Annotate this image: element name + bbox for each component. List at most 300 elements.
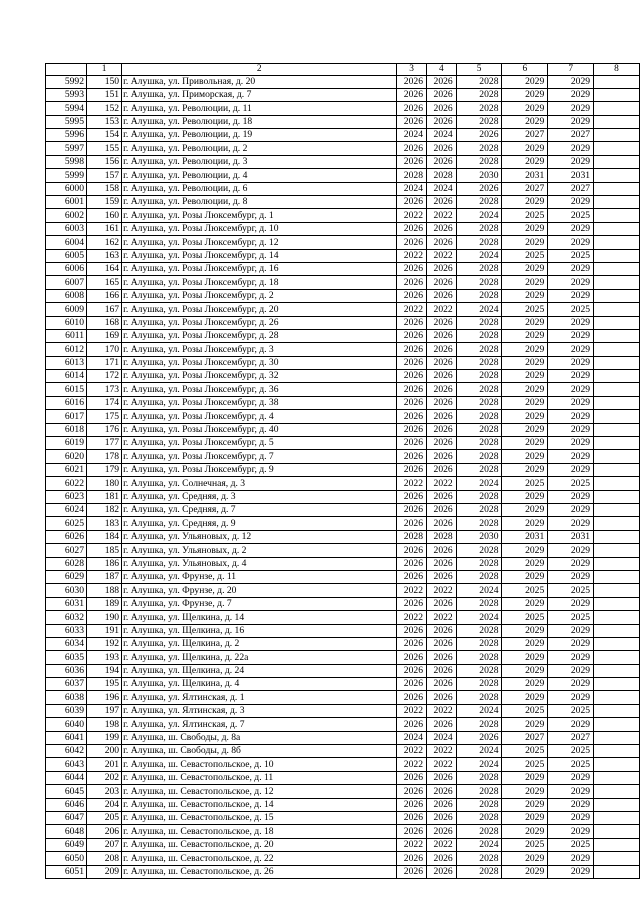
row-index-cell: 5994	[46, 102, 87, 115]
year-col7-cell: 2025	[548, 838, 594, 851]
col8-cell	[594, 477, 640, 490]
year-col5-cell: 2026	[456, 129, 502, 142]
col8-cell	[594, 584, 640, 597]
year-col6-cell: 2029	[502, 504, 548, 517]
seq-number-cell: 168	[87, 316, 122, 329]
year-col3-cell: 2026	[397, 102, 427, 115]
year-col5-cell: 2024	[456, 704, 502, 717]
year-col3-cell: 2026	[397, 410, 427, 423]
year-col5-cell: 2028	[456, 865, 502, 878]
year-col5-cell: 2028	[456, 196, 502, 209]
table-row	[46, 544, 640, 557]
col8-cell	[594, 262, 640, 275]
table-row	[46, 651, 640, 664]
year-col5-cell: 2026	[456, 731, 502, 744]
address-cell: г. Алушка, ул. Ульяновых, д. 4	[122, 557, 397, 570]
row-index-cell: 6048	[46, 825, 87, 838]
address-cell: г. Алушка, ул. Розы Люксембург, д. 28	[122, 329, 397, 342]
year-col4-cell: 2026	[426, 798, 456, 811]
year-col7-cell: 2029	[548, 637, 594, 650]
col8-cell	[594, 115, 640, 128]
year-col5-cell: 2028	[456, 718, 502, 731]
row-index-cell: 6031	[46, 597, 87, 610]
seq-number-cell: 155	[87, 142, 122, 155]
year-col7-cell: 2029	[548, 865, 594, 878]
year-col5-cell: 2028	[456, 490, 502, 503]
year-col7-cell: 2029	[548, 383, 594, 396]
year-col3-cell: 2026	[397, 852, 427, 865]
col8-cell	[594, 209, 640, 222]
year-col7-cell: 2025	[548, 745, 594, 758]
year-col3-cell: 2026	[397, 115, 427, 128]
year-col3-cell: 2026	[397, 262, 427, 275]
address-cell: г. Алушка, ул. Щелкина, д. 2	[122, 637, 397, 650]
year-col6-cell: 2025	[502, 611, 548, 624]
seq-number-cell: 174	[87, 396, 122, 409]
row-index-cell: 6051	[46, 865, 87, 878]
table-row	[46, 303, 640, 316]
row-index-cell: 6040	[46, 718, 87, 731]
year-col3-cell: 2026	[397, 329, 427, 342]
table-row	[46, 75, 640, 88]
header-cell-4: 4	[426, 64, 456, 76]
year-col4-cell: 2026	[426, 825, 456, 838]
year-col7-cell: 2029	[548, 236, 594, 249]
table-row	[46, 410, 640, 423]
year-col3-cell: 2026	[397, 825, 427, 838]
year-col3-cell: 2022	[397, 838, 427, 851]
row-index-cell: 5998	[46, 155, 87, 168]
year-col5-cell: 2026	[456, 182, 502, 195]
table-row	[46, 624, 640, 637]
year-col6-cell: 2027	[502, 731, 548, 744]
year-col3-cell: 2024	[397, 731, 427, 744]
address-cell: г. Алушка, ул. Щелкина, д. 14	[122, 611, 397, 624]
table-row	[46, 731, 640, 744]
seq-number-cell: 200	[87, 745, 122, 758]
seq-number-cell: 194	[87, 664, 122, 677]
year-col7-cell: 2029	[548, 852, 594, 865]
year-col5-cell: 2024	[456, 209, 502, 222]
row-index-cell: 6004	[46, 236, 87, 249]
year-col4-cell: 2026	[426, 196, 456, 209]
year-col4-cell: 2022	[426, 477, 456, 490]
seq-number-cell: 152	[87, 102, 122, 115]
year-col3-cell: 2022	[397, 249, 427, 262]
year-col5-cell: 2028	[456, 88, 502, 101]
seq-number-cell: 162	[87, 236, 122, 249]
address-cell: г. Алушка, ул. Щелкина, д. 22а	[122, 651, 397, 664]
seq-number-cell: 169	[87, 329, 122, 342]
year-col5-cell: 2024	[456, 745, 502, 758]
address-cell: г. Алушка, ул. Фрунзе, д. 11	[122, 570, 397, 583]
year-col3-cell: 2022	[397, 209, 427, 222]
year-col6-cell: 2029	[502, 289, 548, 302]
address-cell: г. Алушка, ш. Свободы, д. 8б	[122, 745, 397, 758]
row-index-cell: 6024	[46, 504, 87, 517]
year-col6-cell: 2029	[502, 490, 548, 503]
col8-cell	[594, 678, 640, 691]
address-cell: г. Алушка, ш. Севастопольское, д. 22	[122, 852, 397, 865]
table-row	[46, 129, 640, 142]
year-col4-cell: 2026	[426, 102, 456, 115]
year-col6-cell: 2029	[502, 370, 548, 383]
row-index-cell: 6042	[46, 745, 87, 758]
year-col3-cell: 2026	[397, 423, 427, 436]
col8-cell	[594, 785, 640, 798]
header-cell-7: 7	[548, 64, 594, 76]
seq-number-cell: 154	[87, 129, 122, 142]
year-col6-cell: 2029	[502, 142, 548, 155]
year-col7-cell: 2025	[548, 704, 594, 717]
year-col7-cell: 2025	[548, 611, 594, 624]
table-row	[46, 611, 640, 624]
year-col6-cell: 2031	[502, 169, 548, 182]
seq-number-cell: 173	[87, 383, 122, 396]
row-index-cell: 6045	[46, 785, 87, 798]
seq-number-cell: 178	[87, 450, 122, 463]
year-col3-cell: 2026	[397, 504, 427, 517]
seq-number-cell: 172	[87, 370, 122, 383]
address-cell: г. Алушка, ул. Щелкина, д. 24	[122, 664, 397, 677]
col8-cell	[594, 611, 640, 624]
year-col4-cell: 2026	[426, 88, 456, 101]
table-row	[46, 597, 640, 610]
seq-number-cell: 197	[87, 704, 122, 717]
table-row	[46, 450, 640, 463]
address-cell: г. Алушка, ул. Ульяновых, д. 2	[122, 544, 397, 557]
year-col5-cell: 2028	[456, 102, 502, 115]
year-col5-cell: 2028	[456, 236, 502, 249]
year-col5-cell: 2028	[456, 637, 502, 650]
year-col6-cell: 2029	[502, 316, 548, 329]
year-col3-cell: 2026	[397, 396, 427, 409]
year-col6-cell: 2029	[502, 785, 548, 798]
year-col3-cell: 2026	[397, 196, 427, 209]
year-col6-cell: 2025	[502, 584, 548, 597]
year-col5-cell: 2024	[456, 838, 502, 851]
address-cell: г. Алушка, ш. Севастопольское, д. 14	[122, 798, 397, 811]
year-col3-cell: 2026	[397, 664, 427, 677]
year-col7-cell: 2025	[548, 303, 594, 316]
year-col6-cell: 2029	[502, 825, 548, 838]
year-col5-cell: 2028	[456, 852, 502, 865]
table-row	[46, 182, 640, 195]
table-body	[46, 75, 640, 878]
year-col3-cell: 2026	[397, 785, 427, 798]
address-cell: г. Алушка, ул. Розы Люксембург, д. 4	[122, 410, 397, 423]
year-col6-cell: 2029	[502, 75, 548, 88]
year-col7-cell: 2025	[548, 209, 594, 222]
year-col5-cell: 2028	[456, 771, 502, 784]
col8-cell	[594, 852, 640, 865]
row-index-cell: 6013	[46, 356, 87, 369]
table-row	[46, 504, 640, 517]
seq-number-cell: 182	[87, 504, 122, 517]
table-row	[46, 196, 640, 209]
year-col4-cell: 2022	[426, 249, 456, 262]
year-col4-cell: 2026	[426, 222, 456, 235]
year-col4-cell: 2024	[426, 129, 456, 142]
year-col7-cell: 2029	[548, 825, 594, 838]
year-col7-cell: 2029	[548, 262, 594, 275]
year-col7-cell: 2029	[548, 570, 594, 583]
table-row	[46, 316, 640, 329]
address-cell: г. Алушка, ш. Севастопольское, д. 20	[122, 838, 397, 851]
year-col3-cell: 2026	[397, 865, 427, 878]
year-col5-cell: 2028	[456, 276, 502, 289]
table-row	[46, 664, 640, 677]
address-cell: г. Алушка, ул. Ульяновых, д. 12	[122, 530, 397, 543]
row-index-cell: 6002	[46, 209, 87, 222]
seq-number-cell: 193	[87, 651, 122, 664]
col8-cell	[594, 504, 640, 517]
table-row	[46, 423, 640, 436]
year-col3-cell: 2026	[397, 88, 427, 101]
year-col7-cell: 2029	[548, 88, 594, 101]
table-row	[46, 115, 640, 128]
year-col4-cell: 2026	[426, 329, 456, 342]
seq-number-cell: 199	[87, 731, 122, 744]
year-col4-cell: 2026	[426, 517, 456, 530]
address-cell: г. Алушка, ул. Революции, д. 4	[122, 169, 397, 182]
year-col5-cell: 2028	[456, 570, 502, 583]
year-col7-cell: 2029	[548, 771, 594, 784]
year-col5-cell: 2030	[456, 169, 502, 182]
year-col5-cell: 2024	[456, 477, 502, 490]
year-col5-cell: 2028	[456, 798, 502, 811]
year-col3-cell: 2022	[397, 303, 427, 316]
row-index-cell: 6001	[46, 196, 87, 209]
address-cell: г. Алушка, ул. Ялтинская, д. 7	[122, 718, 397, 731]
year-col3-cell: 2026	[397, 718, 427, 731]
year-col3-cell: 2026	[397, 276, 427, 289]
year-col4-cell: 2022	[426, 758, 456, 771]
table-row	[46, 329, 640, 342]
header-cell-5: 5	[456, 64, 502, 76]
address-cell: г. Алушка, ул. Розы Люксембург, д. 3	[122, 343, 397, 356]
seq-number-cell: 190	[87, 611, 122, 624]
year-col7-cell: 2029	[548, 597, 594, 610]
col8-cell	[594, 182, 640, 195]
year-col4-cell: 2026	[426, 396, 456, 409]
col8-cell	[594, 289, 640, 302]
year-col7-cell: 2029	[548, 75, 594, 88]
year-col4-cell: 2026	[426, 852, 456, 865]
table-row	[46, 718, 640, 731]
row-index-cell: 6047	[46, 811, 87, 824]
year-col6-cell: 2029	[502, 597, 548, 610]
col8-cell	[594, 142, 640, 155]
year-col7-cell: 2029	[548, 678, 594, 691]
year-col6-cell: 2029	[502, 423, 548, 436]
table-row	[46, 584, 640, 597]
col8-cell	[594, 691, 640, 704]
year-col7-cell: 2029	[548, 544, 594, 557]
table-row	[46, 88, 640, 101]
year-col7-cell: 2029	[548, 557, 594, 570]
table-row	[46, 852, 640, 865]
col8-cell	[594, 329, 640, 342]
year-col3-cell: 2026	[397, 517, 427, 530]
year-col6-cell: 2029	[502, 771, 548, 784]
address-cell: г. Алушка, ул. Розы Люксембург, д. 2	[122, 289, 397, 302]
row-index-cell: 6017	[46, 410, 87, 423]
year-col6-cell: 2029	[502, 798, 548, 811]
address-cell: г. Алушка, ул. Розы Люксембург, д. 38	[122, 396, 397, 409]
table-row	[46, 289, 640, 302]
seq-number-cell: 185	[87, 544, 122, 557]
year-col5-cell: 2028	[456, 651, 502, 664]
year-col7-cell: 2029	[548, 798, 594, 811]
row-index-cell: 5997	[46, 142, 87, 155]
year-col4-cell: 2028	[426, 169, 456, 182]
year-col7-cell: 2029	[548, 490, 594, 503]
address-cell: г. Алушка, ул. Щелкина, д. 16	[122, 624, 397, 637]
year-col6-cell: 2029	[502, 102, 548, 115]
year-col5-cell: 2024	[456, 758, 502, 771]
address-cell: г. Алушка, ул. Революции, д. 18	[122, 115, 397, 128]
year-col3-cell: 2026	[397, 544, 427, 557]
address-cell: г. Алушка, ул. Революции, д. 19	[122, 129, 397, 142]
year-col4-cell: 2022	[426, 611, 456, 624]
address-cell: г. Алушка, ул. Розы Люксембург, д. 14	[122, 249, 397, 262]
year-col3-cell: 2024	[397, 129, 427, 142]
year-col5-cell: 2028	[456, 423, 502, 436]
address-cell: г. Алушка, ул. Революции, д. 11	[122, 102, 397, 115]
year-col3-cell: 2024	[397, 182, 427, 195]
seq-number-cell: 158	[87, 182, 122, 195]
year-col5-cell: 2028	[456, 155, 502, 168]
year-col5-cell: 2024	[456, 249, 502, 262]
year-col7-cell: 2029	[548, 115, 594, 128]
col8-cell	[594, 303, 640, 316]
address-cell: г. Алушка, ул. Приморская, д. 7	[122, 88, 397, 101]
year-col7-cell: 2029	[548, 504, 594, 517]
year-col4-cell: 2026	[426, 142, 456, 155]
year-col6-cell: 2025	[502, 704, 548, 717]
seq-number-cell: 195	[87, 678, 122, 691]
year-col3-cell: 2022	[397, 745, 427, 758]
year-col4-cell: 2026	[426, 557, 456, 570]
col8-cell	[594, 557, 640, 570]
table-row	[46, 691, 640, 704]
year-col7-cell: 2027	[548, 182, 594, 195]
year-col3-cell: 2028	[397, 530, 427, 543]
seq-number-cell: 183	[87, 517, 122, 530]
address-cell: г. Алушка, ш. Севастопольское, д. 12	[122, 785, 397, 798]
year-col7-cell: 2025	[548, 477, 594, 490]
year-col3-cell: 2026	[397, 155, 427, 168]
table-row	[46, 249, 640, 262]
year-col4-cell: 2026	[426, 370, 456, 383]
table-row	[46, 637, 640, 650]
table-row	[46, 209, 640, 222]
table-row	[46, 169, 640, 182]
year-col5-cell: 2028	[456, 557, 502, 570]
year-col6-cell: 2027	[502, 129, 548, 142]
col8-cell	[594, 316, 640, 329]
year-col5-cell: 2028	[456, 329, 502, 342]
table-row	[46, 838, 640, 851]
row-index-cell: 6006	[46, 262, 87, 275]
seq-number-cell: 201	[87, 758, 122, 771]
row-index-cell: 6021	[46, 463, 87, 476]
year-col3-cell: 2026	[397, 142, 427, 155]
year-col7-cell: 2027	[548, 731, 594, 744]
year-col6-cell: 2029	[502, 651, 548, 664]
year-col3-cell: 2026	[397, 463, 427, 476]
year-col6-cell: 2029	[502, 155, 548, 168]
row-index-cell: 6046	[46, 798, 87, 811]
address-cell: г. Алушка, ул. Ялтинская, д. 3	[122, 704, 397, 717]
col8-cell	[594, 129, 640, 142]
seq-number-cell: 188	[87, 584, 122, 597]
table-row	[46, 102, 640, 115]
year-col4-cell: 2026	[426, 423, 456, 436]
year-col6-cell: 2025	[502, 477, 548, 490]
year-col4-cell: 2026	[426, 637, 456, 650]
year-col7-cell: 2029	[548, 155, 594, 168]
year-col6-cell: 2029	[502, 450, 548, 463]
table-row	[46, 383, 640, 396]
year-col6-cell: 2025	[502, 303, 548, 316]
table-row	[46, 825, 640, 838]
year-col7-cell: 2029	[548, 423, 594, 436]
col8-cell	[594, 517, 640, 530]
year-col7-cell: 2029	[548, 517, 594, 530]
row-index-cell: 6038	[46, 691, 87, 704]
year-col7-cell: 2029	[548, 691, 594, 704]
year-col3-cell: 2022	[397, 477, 427, 490]
col8-cell	[594, 276, 640, 289]
col8-cell	[594, 570, 640, 583]
col8-cell	[594, 825, 640, 838]
seq-number-cell: 165	[87, 276, 122, 289]
col8-cell	[594, 370, 640, 383]
row-index-cell: 6027	[46, 544, 87, 557]
seq-number-cell: 163	[87, 249, 122, 262]
seq-number-cell: 191	[87, 624, 122, 637]
table-row	[46, 356, 640, 369]
year-col5-cell: 2024	[456, 303, 502, 316]
col8-cell	[594, 651, 640, 664]
address-cell: г. Алушка, ш. Севастопольское, д. 15	[122, 811, 397, 824]
header-cell-8: 8	[594, 64, 640, 76]
address-cell: г. Алушка, ул. Фрунзе, д. 20	[122, 584, 397, 597]
seq-number-cell: 205	[87, 811, 122, 824]
year-col3-cell: 2026	[397, 316, 427, 329]
row-index-cell: 6029	[46, 570, 87, 583]
year-col4-cell: 2026	[426, 316, 456, 329]
year-col7-cell: 2029	[548, 664, 594, 677]
year-col6-cell: 2029	[502, 811, 548, 824]
table-row	[46, 758, 640, 771]
year-col6-cell: 2029	[502, 88, 548, 101]
year-col6-cell: 2025	[502, 249, 548, 262]
address-cell: г. Алушка, ул. Розы Люксембург, д. 36	[122, 383, 397, 396]
address-cell: г. Алушка, ул. Розы Люксембург, д. 16	[122, 262, 397, 275]
year-col4-cell: 2026	[426, 356, 456, 369]
year-col7-cell: 2029	[548, 785, 594, 798]
seq-number-cell: 184	[87, 530, 122, 543]
year-col4-cell: 2024	[426, 731, 456, 744]
year-col6-cell: 2029	[502, 570, 548, 583]
year-col6-cell: 2029	[502, 557, 548, 570]
year-col4-cell: 2026	[426, 410, 456, 423]
table-row	[46, 785, 640, 798]
row-index-cell: 6034	[46, 637, 87, 650]
